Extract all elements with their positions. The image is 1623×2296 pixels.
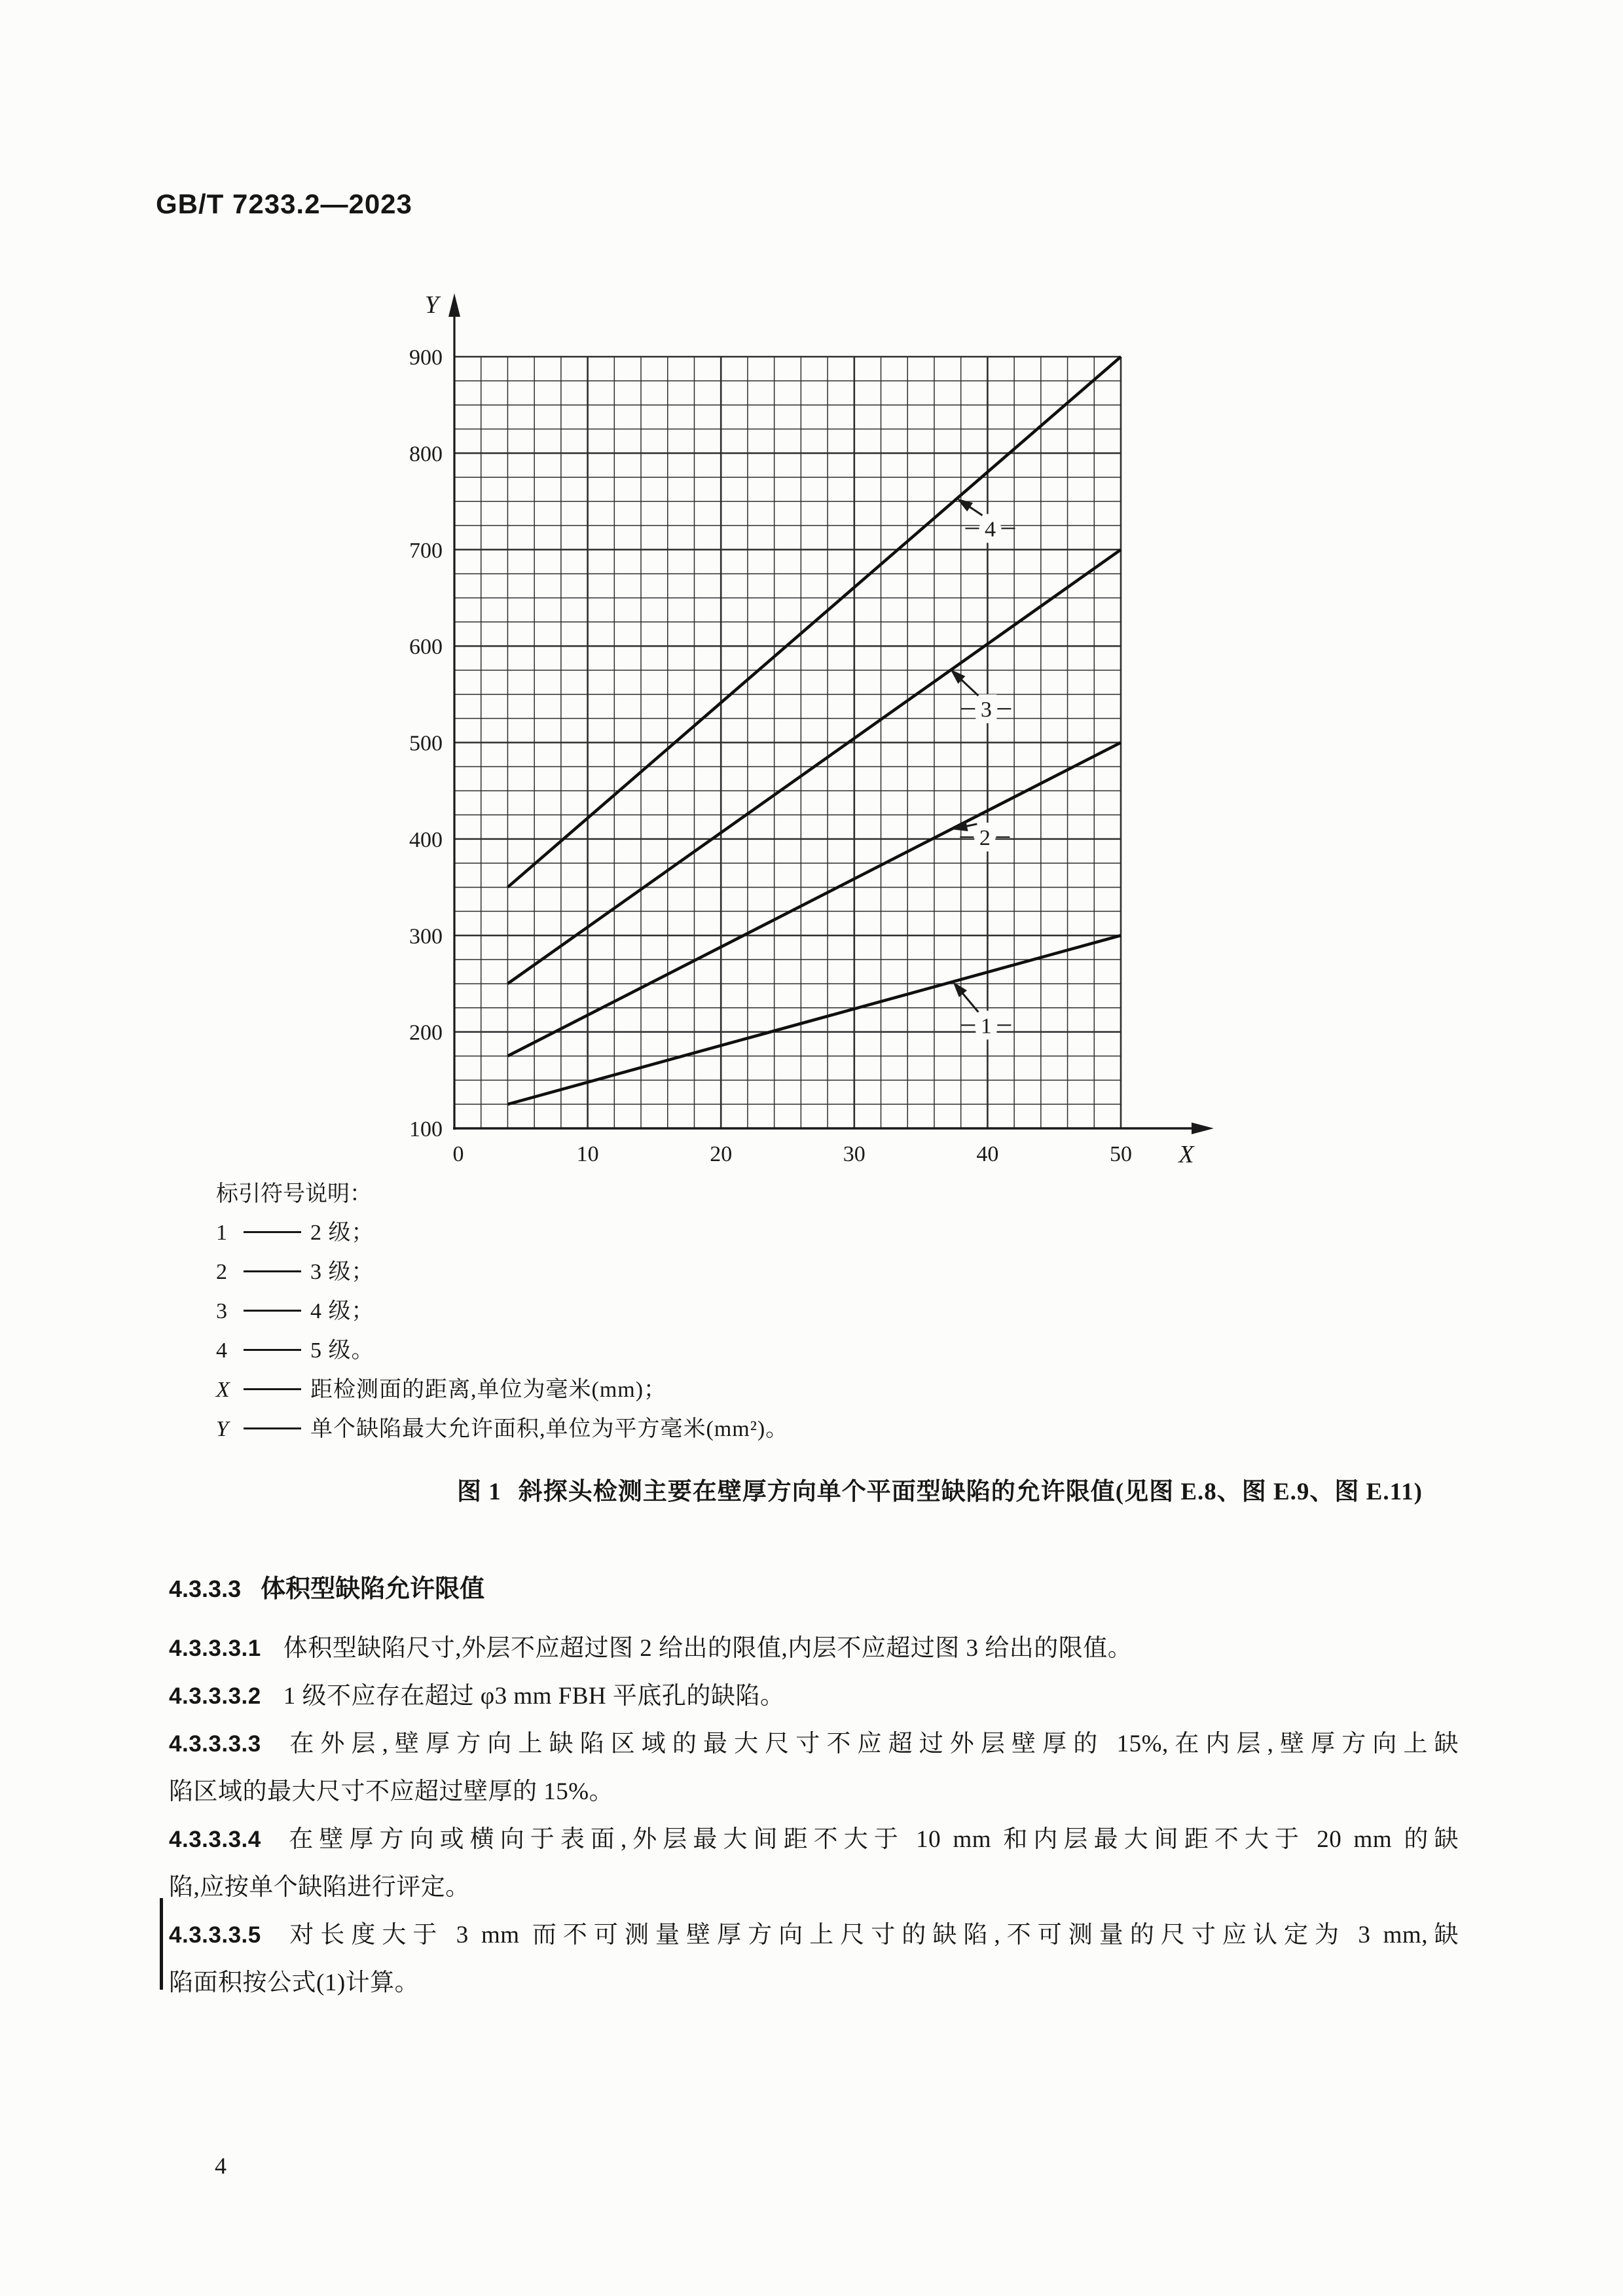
y-tick-label: 400 xyxy=(409,827,443,852)
legend-dash xyxy=(244,1427,301,1429)
legend-description: 3 级； xyxy=(310,1260,374,1284)
series-line-1 xyxy=(507,935,1121,1104)
paragraph-line: 4.3.3.3.1 体积型缺陷尺寸,外层不应超过图 2 给出的限值,内层不应超过图 3 给出的限值。 xyxy=(169,1635,1133,1662)
callout-label-1: 1 xyxy=(980,1014,992,1039)
legend-symbol: 1 xyxy=(216,1221,227,1245)
paragraph-number: 4.3.3.3.4 xyxy=(169,1827,261,1852)
y-axis-arrowhead xyxy=(448,293,460,317)
legend-intro: 标引符号说明： xyxy=(216,1182,372,1206)
paragraph-line: 4.3.3.3.5 对长度大于 3 mm 而不可测量壁厚方向上尺寸的缺陷,不可测量的尺寸应认定为 3 mm,缺 xyxy=(169,1922,1459,1948)
y-tick-label: 500 xyxy=(409,731,443,756)
legend-description: 4 级； xyxy=(310,1299,374,1323)
figure-caption-text: 斜探头检测主要在壁厚方向单个平面型缺陷的允许限值(见图 E.8、图 E.9、图 E.11) xyxy=(518,1479,1423,1505)
legend-symbol: 4 xyxy=(216,1338,227,1363)
y-tick-label: 600 xyxy=(409,635,443,660)
x-tick-label: 50 xyxy=(1110,1142,1132,1166)
x-tick-label: 30 xyxy=(843,1142,866,1166)
x-tick-label: 10 xyxy=(576,1142,599,1166)
callout-label-4: 4 xyxy=(984,517,996,542)
paragraph-number: 4.3.3.3.1 xyxy=(169,1636,261,1661)
legend-dash xyxy=(244,1349,301,1351)
legend-description: 单个缺陷最大允许面积,单位为平方毫米(mm²)。 xyxy=(310,1417,789,1441)
page-number: 4 xyxy=(215,2153,227,2179)
callout-arrowhead xyxy=(951,821,968,831)
paragraph-line: 陷区域的最大尺寸不应超过壁厚的 15%。 xyxy=(169,1778,614,1805)
callout-leader xyxy=(961,992,978,1012)
x-tick-label: 40 xyxy=(976,1142,999,1166)
figure-legend xyxy=(216,1175,1460,1449)
legend-dash xyxy=(244,1310,301,1312)
y-axis-label: Y xyxy=(424,291,439,319)
figure-caption xyxy=(457,1471,1423,1507)
y-tick-label: 800 xyxy=(409,442,443,467)
legend-description: 2 级； xyxy=(310,1221,374,1245)
section-heading-number: 4.3.3.3 xyxy=(169,1575,242,1602)
paragraph-number: 4.3.3.3.2 xyxy=(169,1683,261,1709)
legend-dash xyxy=(244,1231,301,1233)
paragraph-line: 4.3.3.3.3 在外层,壁厚方向上缺陷区域的最大尺寸不应超过外层壁厚的 15%,在内层,壁厚方向上缺 xyxy=(169,1731,1459,1757)
callout-label-2: 2 xyxy=(979,825,991,850)
section-heading xyxy=(169,1568,484,1604)
x-axis-arrowhead xyxy=(1192,1122,1214,1134)
y-tick-label: 700 xyxy=(409,538,443,563)
legend-dash xyxy=(244,1388,301,1390)
legend-item xyxy=(216,1331,1460,1371)
y-tick-label: 900 xyxy=(409,346,443,370)
revision-change-bar xyxy=(160,1898,163,1990)
x-tick-label: 0 xyxy=(452,1142,464,1166)
y-tick-label: 200 xyxy=(409,1020,443,1045)
legend-symbol: X xyxy=(216,1378,230,1402)
series-line-2 xyxy=(507,743,1121,1056)
callout-leader xyxy=(960,678,978,696)
callout-arrowhead xyxy=(957,499,973,512)
legend-list xyxy=(216,1213,1460,1449)
legend-item xyxy=(216,1292,1460,1331)
legend-symbol: Y xyxy=(216,1417,228,1441)
x-axis-label: X xyxy=(1178,1141,1194,1168)
y-tick-label: 100 xyxy=(409,1117,443,1141)
legend-item xyxy=(216,1410,1460,1449)
legend-item xyxy=(216,1371,1460,1410)
standard-number: GB/T 7233.2—2023 xyxy=(156,188,412,219)
legend-dash xyxy=(244,1270,301,1272)
paragraph-number: 4.3.3.3.3 xyxy=(169,1731,261,1757)
section-heading-title: 体积型缺陷允许限值 xyxy=(261,1575,485,1603)
paragraph-number: 4.3.3.3.5 xyxy=(169,1922,261,1948)
figure-caption-number: 图 1 xyxy=(457,1479,501,1505)
paragraph-line: 陷,应按单个缺陷进行评定。 xyxy=(169,1874,470,1901)
figure-chart xyxy=(354,262,1283,1198)
paragraph-line: 陷面积按公式(1)计算。 xyxy=(169,1969,420,1996)
paragraph-line: 4.3.3.3.4 在壁厚方向或横向于表面,外层最大间距不大于 10 mm 和内层最大间距不大于 20 mm 的缺 xyxy=(169,1826,1459,1853)
legend-item xyxy=(216,1213,1460,1253)
paragraph-list xyxy=(169,1624,1459,2007)
legend-description: 5 级。 xyxy=(310,1338,374,1363)
y-tick-label: 300 xyxy=(409,924,443,949)
paragraph-line: 4.3.3.3.2 1 级不应存在超过 φ3 mm FBH 平底孔的缺陷。 xyxy=(169,1683,785,1710)
x-tick-label: 20 xyxy=(710,1142,733,1166)
legend-description: 距检测面的距离,单位为毫米(mm)； xyxy=(310,1378,667,1402)
legend-symbol: 2 xyxy=(216,1260,227,1284)
callout-label-3: 3 xyxy=(980,697,992,722)
legend-symbol: 3 xyxy=(216,1299,227,1323)
legend-item xyxy=(216,1253,1460,1292)
